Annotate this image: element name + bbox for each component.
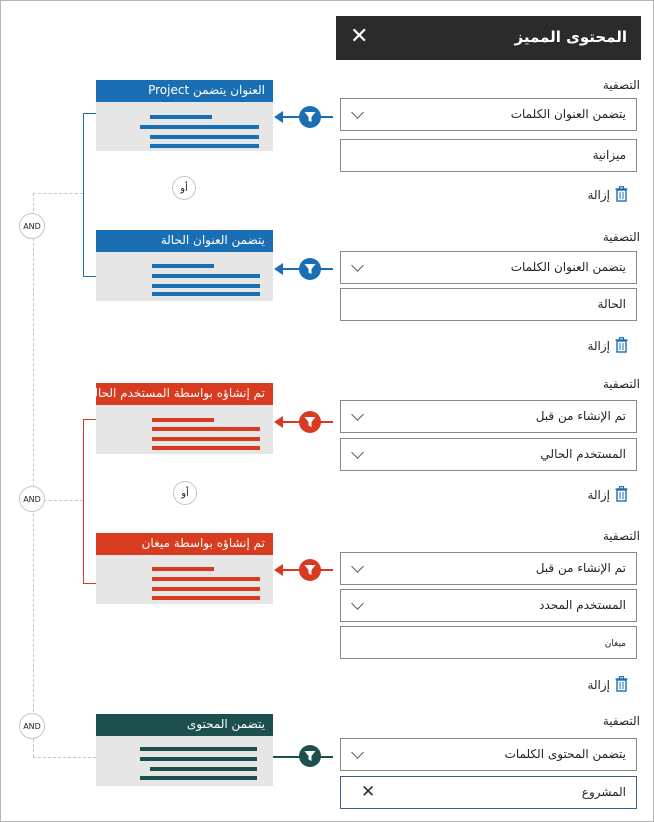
or-group-bracket — [83, 419, 96, 584]
remove-filter-button[interactable]: إزالة — [572, 486, 642, 506]
chevron-down-icon — [351, 106, 364, 119]
chevron-down-icon — [351, 446, 364, 459]
panel-header — [336, 16, 641, 60]
card-caption: تم إنشاؤه بواسطة ميغان — [96, 533, 273, 555]
result-card — [84, 383, 273, 454]
clear-icon[interactable]: ✕ — [361, 782, 376, 802]
arrowhead-icon — [274, 416, 283, 428]
and-operator: AND — [19, 713, 45, 739]
filter-label: التصفية — [602, 714, 640, 728]
filter-value-select[interactable]: المستخدم الحالي — [340, 438, 637, 471]
filter-funnel-icon — [299, 559, 321, 581]
filter-label: التصفية — [602, 78, 640, 92]
trash-icon — [615, 337, 628, 353]
arrowhead-icon — [274, 111, 283, 123]
filter-funnel-icon — [299, 411, 321, 433]
filter-value-input[interactable]: الحالة — [340, 288, 637, 321]
trash-icon — [615, 676, 628, 692]
and-connector — [33, 757, 96, 758]
filter-funnel-icon — [299, 745, 321, 767]
or-operator: أو — [173, 481, 197, 505]
arrowhead-icon — [274, 263, 283, 275]
and-operator: AND — [19, 486, 45, 512]
result-card — [96, 533, 273, 604]
filter-select[interactable]: تم الإنشاء من قبل — [340, 400, 637, 433]
result-card — [96, 230, 273, 301]
chevron-down-icon — [351, 560, 364, 573]
chevron-down-icon — [351, 597, 364, 610]
remove-filter-button[interactable]: إزالة — [572, 676, 642, 696]
filter-select[interactable]: يتضمن العنوان الكلمات — [340, 98, 637, 131]
and-connector — [33, 193, 34, 757]
filter-select[interactable]: تم الإنشاء من قبل — [340, 552, 637, 585]
filter-select[interactable]: يتضمن العنوان الكلمات — [340, 251, 637, 284]
and-connector — [33, 193, 83, 194]
remove-filter-button[interactable]: إزالة — [572, 186, 642, 206]
card-caption: العنوان يتضمن Project — [96, 80, 273, 102]
remove-filter-button[interactable]: إزالة — [572, 337, 642, 357]
chevron-down-icon — [351, 259, 364, 272]
filter-select[interactable]: يتضمن المحتوى الكلمات — [340, 738, 637, 771]
filter-funnel-icon — [299, 258, 321, 280]
filter-label: التصفية — [602, 230, 640, 244]
card-caption: يتضمن المحتوى — [96, 714, 273, 736]
result-card — [96, 714, 273, 786]
filter-label: التصفية — [602, 529, 640, 543]
arrowhead-icon — [274, 564, 283, 576]
filter-value-select[interactable]: المستخدم المحدد — [340, 589, 637, 622]
close-icon[interactable]: ✕ — [350, 24, 369, 49]
filter-value-input[interactable]: المشروع ✕ — [340, 776, 637, 809]
trash-icon — [615, 186, 628, 202]
result-card — [96, 80, 273, 151]
trash-icon — [615, 486, 628, 502]
filter-value-input[interactable]: ميزانية — [340, 139, 637, 172]
people-picker-input[interactable]: ميغان — [340, 626, 637, 659]
panel-title: المحتوى المميز — [514, 28, 627, 46]
chevron-down-icon — [351, 746, 364, 759]
filter-label: التصفية — [602, 377, 640, 391]
card-caption: يتضمن العنوان الحالة — [96, 230, 273, 252]
or-group-bracket — [83, 113, 96, 277]
card-caption: تم إنشاؤه بواسطة المستخدم الحالي — [96, 383, 273, 405]
and-operator: AND — [19, 213, 45, 239]
filter-funnel-icon — [299, 106, 321, 128]
or-operator: أو — [172, 176, 196, 200]
chevron-down-icon — [351, 408, 364, 421]
